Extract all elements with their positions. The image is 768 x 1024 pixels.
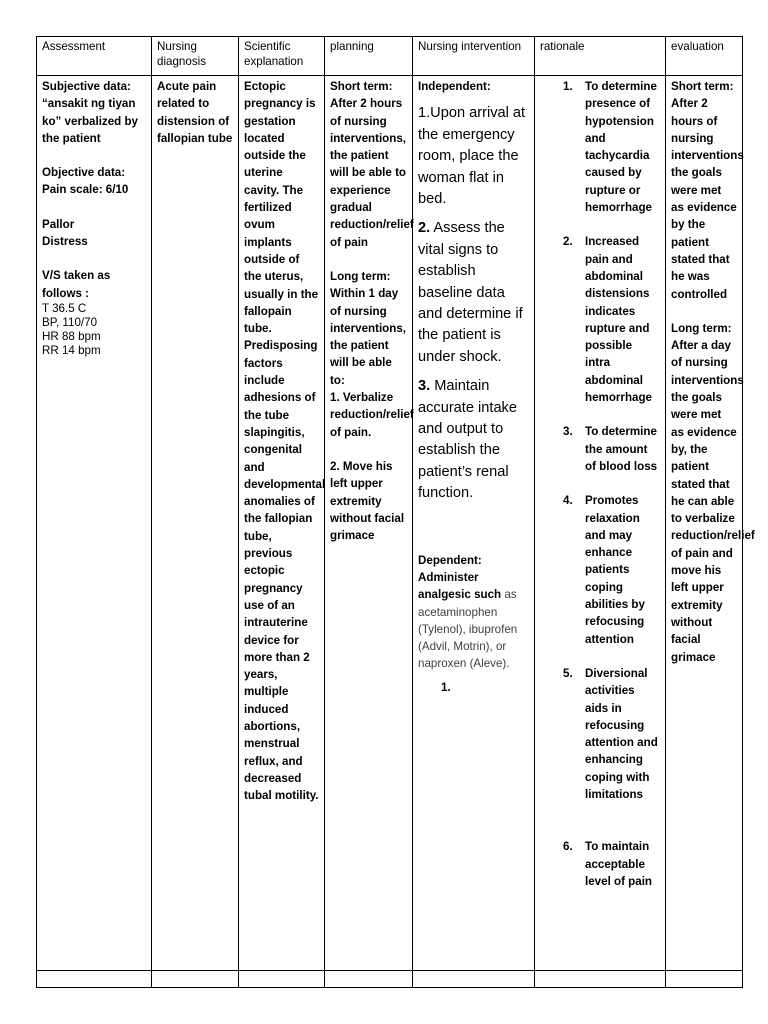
subjective-label: Subjective data:: [42, 80, 131, 93]
empty-cell: [152, 971, 239, 988]
pallor: Pallor: [42, 217, 75, 231]
empty-cell: [37, 971, 152, 988]
planning-cell: [325, 76, 413, 971]
dependent-text: Administer analgesic such as acetaminophen (Tylenol), ibuprofen (Advil, Motrin), or naproxen (Aleve).: [418, 570, 518, 671]
intervention-item-1: 1.Upon arrival at the emergency room, place the woman flat in bed.: [418, 105, 526, 207]
empty-cell: [535, 971, 666, 988]
dependent-label: Dependent:: [418, 553, 482, 567]
vs-rr: RR 14 bpm: [42, 343, 101, 357]
planning-item-2: 2. Move his left upper extremity without facial grimace: [330, 459, 405, 543]
eval-short-text: After 2 hours of nursing interventions the goals were met as evidence by the patient stated that he was controlled: [671, 97, 744, 301]
header-explanation: Scientific explanation: [239, 37, 325, 76]
explanation-cell: [239, 76, 325, 971]
nursing-care-plan-table: [36, 36, 755, 988]
rationale-item-1: 1. To determine presence of hypotension and tachycardia caused by rupture or hemorrhage: [563, 80, 657, 215]
intervention-item-3: 3. Maintain accurate intake and output to establish the patient’s renal function.: [418, 378, 517, 502]
independent-label: Independent:: [418, 80, 491, 93]
vs-temp: T 36.5 C: [42, 301, 87, 315]
empty-cell: [413, 971, 535, 988]
dependent-item-number: 1.: [441, 680, 451, 694]
eval-long-label: Long term:: [671, 321, 732, 335]
header-row: [37, 37, 743, 76]
header-diagnosis: Nursing diagnosis: [152, 37, 239, 76]
rationale-item-2: 2. Increased pain and abdominal distensions indicates rupture and possible intra abdominal hemorrhage: [563, 235, 653, 405]
empty-cell: [239, 971, 325, 988]
header-rationale: rationale: [535, 37, 666, 76]
eval-short-label: Short term:: [671, 80, 734, 93]
explanation-text: Ectopic pregnancy is gestation located outside the uterine cavity. The fertilized ovum implants outside of the uterus, usually in the fallopain tube. Predisposing factors include adhesions of the tube slapingitis, congenital and developmental anomalies of the fallopian tube, previous ectopic pregnancy use of an intrauterine device for more than 2 years, multiple induced abortions, menstrual reflux, and decreased tubal motility.: [244, 80, 326, 803]
vs-label: V/S taken as follows :: [42, 269, 111, 300]
vs-hr: HR 88 bpm: [42, 329, 101, 343]
vs-bp: BP, 110/70: [42, 315, 98, 329]
long-term-text: Within 1 day of nursing interventions, the patient will be able to:: [330, 287, 407, 387]
empty-cell: [666, 971, 743, 988]
header-planning: planning: [325, 37, 413, 76]
planning-item-1: 1. Verbalize reduction/relief of pain.: [330, 391, 414, 439]
evaluation-cell: [666, 76, 755, 971]
assessment-cell: [37, 76, 152, 971]
header-assessment: Assessment: [37, 37, 152, 76]
empty-row: [37, 971, 743, 988]
subjective-text: “ansakit ng tiyan ko” verbalized by the patient: [42, 97, 139, 145]
content-row: [37, 76, 743, 971]
empty-cell: [325, 971, 413, 988]
rationale-list: [540, 78, 660, 890]
short-term-label: Short term:: [330, 80, 393, 93]
objective-label: Objective data:: [42, 166, 126, 180]
rationale-cell: [535, 76, 666, 971]
eval-long-text: After a day of nursing interventions the goals were met as evidence by, the patient stated that he can able to verbalize reduction/relief of pain and move his left upper extremity without facial grimace: [671, 339, 755, 664]
rationale-item-5: 5. Diversional activities aids in refocusing attention and enhancing coping with limitations: [563, 666, 658, 801]
rationale-item-3: 3. To determine the amount of blood loss: [563, 425, 658, 473]
long-term-label: Long term:: [330, 269, 391, 283]
intervention-cell: [413, 76, 535, 971]
intervention-item-2: 2. Assess the vital signs to establish baseline data and determine if the patient is under shock.: [418, 220, 523, 365]
distress: Distress: [42, 235, 88, 249]
header-intervention: Nursing intervention: [413, 37, 535, 76]
short-term-text: After 2 hours of nursing interventions, the patient will be able to experience gradual reduction/relief of pain: [330, 97, 414, 249]
rationale-item-6: 6. To maintain acceptable level of pain: [563, 840, 653, 888]
pain-scale: Pain scale: 6/10: [42, 183, 129, 197]
header-evaluation: evaluation: [666, 37, 743, 76]
rationale-item-4: 4. Promotes relaxation and may enhance patients coping abilities by refocusing attention: [563, 494, 645, 646]
diagnosis-cell: [152, 76, 239, 971]
diagnosis-text: Acute pain related to distension of fallopian tube: [157, 80, 233, 145]
